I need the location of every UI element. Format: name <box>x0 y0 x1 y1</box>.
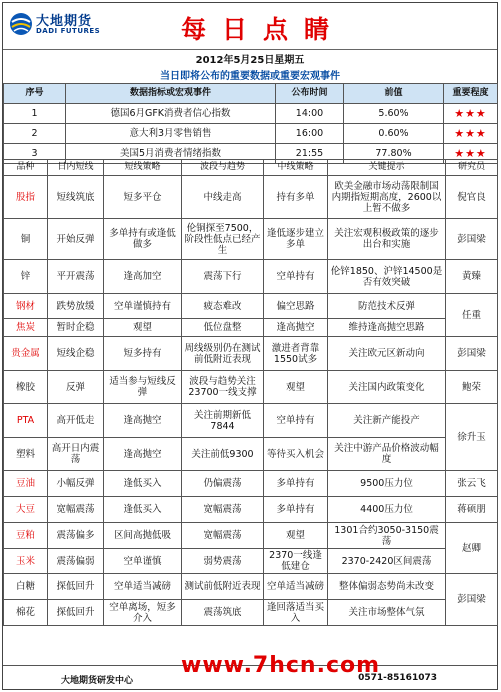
short-strategy: 观望 <box>104 319 182 337</box>
intraday-view: 短线企稳 <box>48 337 104 371</box>
strategy-row <box>4 219 498 260</box>
mid-strategy: 2370一线逢低建仓 <box>264 549 328 574</box>
strategy-row <box>4 294 498 319</box>
analyst: 蒋硕朋 <box>446 497 498 523</box>
band-trend: 低位盘整 <box>182 319 264 337</box>
events-header-row <box>4 84 498 104</box>
event-time: 16:00 <box>276 124 344 144</box>
mid-strategy: 逢高抛空 <box>264 319 328 337</box>
short-strategy: 逢低买入 <box>104 471 182 497</box>
intraday-view: 探低回升 <box>48 574 104 600</box>
mid-strategy: 观望 <box>264 371 328 404</box>
strategy-row <box>4 574 498 600</box>
variety-name: 焦炭 <box>4 319 48 337</box>
strategy-table <box>3 159 498 626</box>
variety-name: 锌 <box>4 260 48 294</box>
intraday-view: 高开日内震荡 <box>48 438 104 471</box>
intraday-view: 平开震荡 <box>48 260 104 294</box>
intraday-view: 震荡偏多 <box>48 523 104 549</box>
strategy-col-short: 短线策略 <box>104 160 182 176</box>
events-row <box>4 124 498 144</box>
key-hint: 关注国内政策变化 <box>328 371 446 404</box>
logo-cn: 大地期货 <box>36 14 93 29</box>
short-strategy: 逢高加空 <box>104 260 182 294</box>
key-hint: 欧美金融市场动荡限制国内期指短期高度，2600以上暂不做多 <box>328 176 446 219</box>
variety-name: 豆油 <box>4 471 48 497</box>
key-hint: 防范技术反弹 <box>328 294 446 319</box>
key-hint: 关注欧元区新动向 <box>328 337 446 371</box>
strategy-header-row <box>4 160 498 176</box>
strategy-row <box>4 404 498 438</box>
intraday-view: 小幅反弹 <box>48 471 104 497</box>
strategy-col-intraday: 日内短线 <box>48 160 104 176</box>
variety-name: 白糖 <box>4 574 48 600</box>
strategy-col-hint: 关键提示 <box>328 160 446 176</box>
strategy-row <box>4 549 498 574</box>
strategy-col-name: 品种 <box>4 160 48 176</box>
key-hint: 伦锌1850、沪锌14500是否有效突破 <box>328 260 446 294</box>
key-hint: 9500压力位 <box>328 471 446 497</box>
strategy-row <box>4 471 498 497</box>
intraday-view: 短线筑底 <box>48 176 104 219</box>
mid-strategy: 空单持有 <box>264 260 328 294</box>
band-trend: 弱势震荡 <box>182 549 264 574</box>
key-hint: 关注市场整体气氛 <box>328 600 446 626</box>
strategy-row <box>4 319 498 337</box>
short-strategy: 短多持有 <box>104 337 182 371</box>
mid-strategy: 偏空思路 <box>264 294 328 319</box>
analyst: 徐升玉 <box>446 404 498 471</box>
footer-phone: 0571-85161073 <box>358 673 437 683</box>
page-title: 每日点睛 <box>180 15 345 44</box>
mid-strategy: 空单持有 <box>264 404 328 438</box>
header <box>3 3 497 50</box>
events-col-time: 公布时间 <box>276 84 344 104</box>
event-prev: 5.60% <box>344 104 444 124</box>
variety-name: PTA <box>4 404 48 438</box>
short-strategy: 短多平仓 <box>104 176 182 219</box>
variety-name: 玉米 <box>4 549 48 574</box>
event-prev: 77.80% <box>344 144 444 164</box>
key-hint: 2370-2420区间震荡 <box>328 549 446 574</box>
events-subtitle-text: 当日即将公布的重要数据或重要宏观事件 <box>160 71 340 82</box>
strategy-row <box>4 497 498 523</box>
event-name: 意大利3月零售销售 <box>66 124 276 144</box>
variety-name: 股指 <box>4 176 48 219</box>
strategy-col-analyst: 研究员 <box>446 160 498 176</box>
strategy-row <box>4 337 498 371</box>
short-strategy: 空单谨慎持有 <box>104 294 182 319</box>
event-time: 21:55 <box>276 144 344 164</box>
variety-name: 塑料 <box>4 438 48 471</box>
band-trend: 中线走高 <box>182 176 264 219</box>
band-trend: 关注前期新低7844 <box>182 404 264 438</box>
event-no: 1 <box>4 104 66 124</box>
variety-name: 橡胶 <box>4 371 48 404</box>
strategy-row <box>4 260 498 294</box>
mid-strategy: 等待买入机会 <box>264 438 328 471</box>
short-strategy: 空单离场，短多介入 <box>104 600 182 626</box>
variety-name: 铜 <box>4 219 48 260</box>
mid-strategy: 持有多单 <box>264 176 328 219</box>
event-stars: ★★★ <box>444 124 498 144</box>
band-trend: 波段与趋势关注23700一线支撑 <box>182 371 264 404</box>
logo-globe-icon <box>9 12 33 36</box>
strategy-col-band: 波段与趋势 <box>182 160 264 176</box>
strategy-row <box>4 371 498 404</box>
short-strategy: 适当参与短线反弹 <box>104 371 182 404</box>
analyst: 鲍荣 <box>446 371 498 404</box>
strategy-col-mid: 中线策略 <box>264 160 328 176</box>
analyst: 倪官良 <box>446 176 498 219</box>
band-trend: 宽幅震荡 <box>182 497 264 523</box>
analyst: 任重 <box>446 294 498 337</box>
strategy-row <box>4 438 498 471</box>
variety-name: 贵金属 <box>4 337 48 371</box>
analyst: 彭国梁 <box>446 574 498 626</box>
variety-name: 大豆 <box>4 497 48 523</box>
analyst: 黄臻 <box>446 260 498 294</box>
events-col-name: 数据指标或宏观事件 <box>66 84 276 104</box>
short-strategy: 逢高抛空 <box>104 438 182 471</box>
report-page <box>2 2 498 690</box>
key-hint: 关注中游产品价格波动幅度 <box>328 438 446 471</box>
strategy-row <box>4 176 498 219</box>
intraday-view: 宽幅震荡 <box>48 497 104 523</box>
event-stars: ★★★ <box>444 104 498 124</box>
intraday-view: 探低回升 <box>48 600 104 626</box>
intraday-view: 暂时企稳 <box>48 319 104 337</box>
mid-strategy: 多单持有 <box>264 497 328 523</box>
analyst: 彭国梁 <box>446 337 498 371</box>
band-trend: 周线级别仍在测试前低附近表现 <box>182 337 264 371</box>
events-col-prev: 前值 <box>344 84 444 104</box>
events-table <box>3 83 498 164</box>
band-trend: 震荡筑底 <box>182 600 264 626</box>
mid-strategy: 激进者背靠1550试多 <box>264 337 328 371</box>
key-hint: 整体偏弱态势尚未改变 <box>328 574 446 600</box>
band-trend: 测试前低附近表现 <box>182 574 264 600</box>
event-no: 3 <box>4 144 66 164</box>
intraday-view: 开始反弹 <box>48 219 104 260</box>
intraday-view: 反弹 <box>48 371 104 404</box>
key-hint: 维持逢高抛空思路 <box>328 319 446 337</box>
band-trend: 伦铜探至7500，阶段性低点已经产生 <box>182 219 264 260</box>
mid-strategy: 观望 <box>264 523 328 549</box>
variety-name: 豆粕 <box>4 523 48 549</box>
variety-name: 棉花 <box>4 600 48 626</box>
band-trend: 疲态难改 <box>182 294 264 319</box>
variety-name: 钢材 <box>4 294 48 319</box>
event-prev: 0.60% <box>344 124 444 144</box>
strategy-body <box>4 160 498 626</box>
key-hint: 4400压力位 <box>328 497 446 523</box>
events-row <box>4 104 498 124</box>
mid-strategy: 多单持有 <box>264 471 328 497</box>
event-name: 德国6月GFK消费者信心指数 <box>66 104 276 124</box>
event-time: 14:00 <box>276 104 344 124</box>
key-hint: 1301合约3050-3150震荡 <box>328 523 446 549</box>
mid-strategy: 空单适当减磅 <box>264 574 328 600</box>
band-trend: 仍偏震荡 <box>182 471 264 497</box>
watermark: www.7hcn.com <box>181 653 381 678</box>
report-date: 2012年5月25日星期五 <box>195 55 305 66</box>
event-no: 2 <box>4 124 66 144</box>
mid-strategy: 逢回落适当买入 <box>264 600 328 626</box>
events-subtitle <box>3 67 497 82</box>
footer-org: 大地期货研发中心 <box>61 676 134 686</box>
events-col-no: 序号 <box>4 84 66 104</box>
analyst: 张云飞 <box>446 471 498 497</box>
intraday-view: 震荡偏弱 <box>48 549 104 574</box>
short-strategy: 空单谨慎 <box>104 549 182 574</box>
event-name: 美国5月消费者情绪指数 <box>66 144 276 164</box>
analyst: 赵卿 <box>446 523 498 574</box>
band-trend: 宽幅震荡 <box>182 523 264 549</box>
analyst: 彭国梁 <box>446 219 498 260</box>
intraday-view: 跌势放缓 <box>48 294 104 319</box>
short-strategy: 空单适当减磅 <box>104 574 182 600</box>
short-strategy: 逢高抛空 <box>104 404 182 438</box>
key-hint: 关注宏观积极政策的逐步出台和实施 <box>328 219 446 260</box>
event-stars: ★★★ <box>444 144 498 164</box>
company-logo <box>9 10 105 40</box>
strategy-row <box>4 600 498 626</box>
key-hint: 关注新产能投产 <box>328 404 446 438</box>
strategy-row <box>4 523 498 549</box>
band-trend: 震荡下行 <box>182 260 264 294</box>
events-col-importance: 重要程度 <box>444 84 498 104</box>
short-strategy: 多单持有或逢低做多 <box>104 219 182 260</box>
mid-strategy: 逢低逐步建立多单 <box>264 219 328 260</box>
logo-en: DADI FUTURES <box>36 27 101 35</box>
short-strategy: 区间高抛低吸 <box>104 523 182 549</box>
short-strategy: 逢低买入 <box>104 497 182 523</box>
intraday-view: 高开低走 <box>48 404 104 438</box>
band-trend: 关注前低9300 <box>182 438 264 471</box>
